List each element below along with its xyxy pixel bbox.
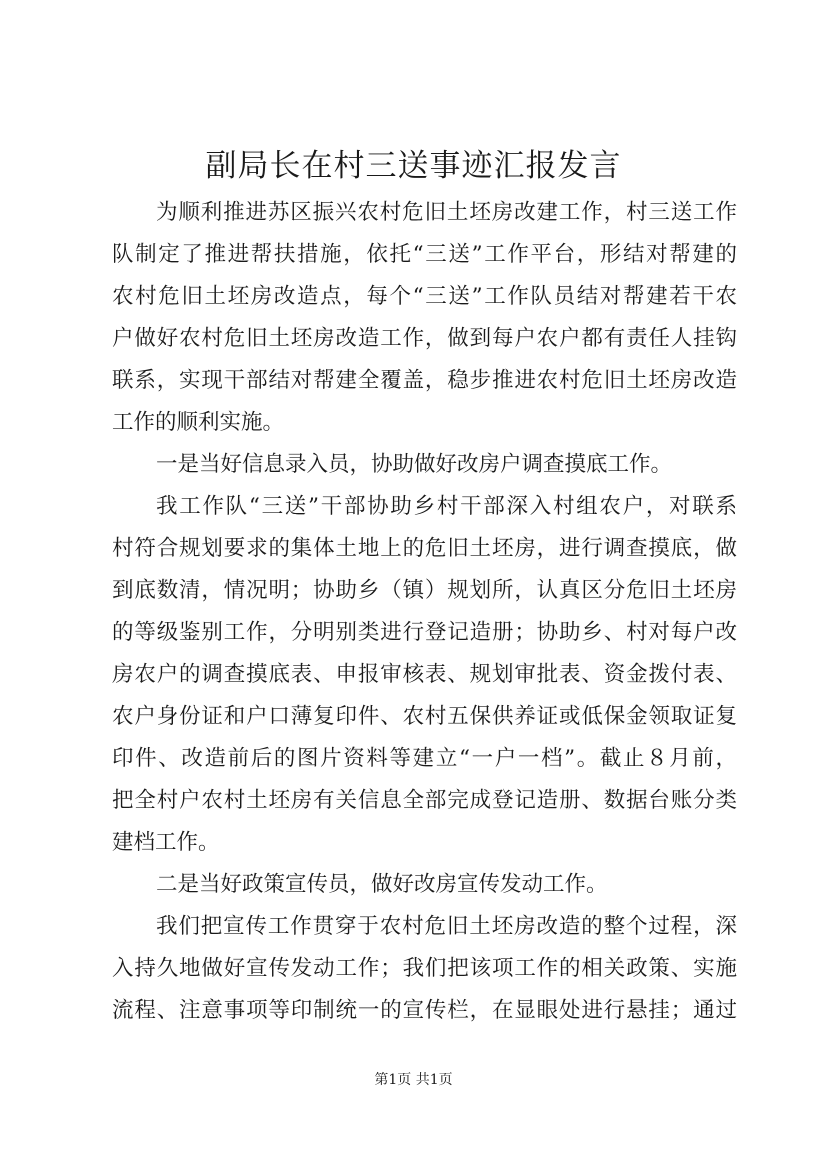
paragraph-line: 的等级鉴别工作，分明别类进行登记造册；协助乡、村对每户改 [112,620,737,645]
paragraph-line: 农户身份证和户口薄复印件、农村五保供养证或低保金领取证复 [112,704,737,729]
paragraph-line: 农村危旧土坯房改造点，每个“三送”工作队员结对帮建若干农 [112,284,737,309]
section-heading: 二是当好政策宣传员，做好改房宣传发动工作。 [156,872,608,897]
paragraph-line: 到底数清，情况明；协助乡（镇）规划所，认真区分危旧土坯房 [112,578,737,603]
paragraph-line: 我们把宣传工作贯穿于农村危旧土坯房改造的整个过程，深 [156,914,737,939]
paragraph-line: 为顺利推进苏区振兴农村危旧土坯房改建工作，村三送工作 [156,200,737,225]
paragraph-line: 我工作队“三送”干部协助乡村干部深入村组农户，对联系 [156,494,737,519]
paragraph-line: 村符合规划要求的集体土地上的危旧土坯房，进行调查摸底，做 [112,536,737,561]
page-footer: 第1页 共1页 [374,1072,453,1088]
paragraph-line: 户做好农村危旧土坯房改造工作，做到每户农户都有责任人挂钩 [112,326,737,351]
paragraph-line: 建档工作。 [112,830,220,855]
paragraph-line: 工作的顺利实施。 [112,410,285,435]
paragraph-line: 入持久地做好宣传发动工作；我们把该项工作的相关政策、实施 [112,956,737,981]
paragraph-line: 把全村户农村土坯房有关信息全部完成登记造册、数据台账分类 [112,788,737,813]
paragraph-line: 队制定了推进帮扶措施，依托“三送”工作平台，形结对帮建的 [112,242,737,267]
document-title: 副局长在村三送事迹汇报发言 [205,148,622,184]
section-heading: 一是当好信息录入员，协助做好改房户调查摸底工作。 [156,452,673,477]
paragraph-line: 房农户的调查摸底表、申报审核表、规划审批表、资金拨付表、 [112,662,737,687]
document-body [112,192,737,1032]
paragraph-line: 联系，实现干部结对帮建全覆盖，稳步推进农村危旧土坯房改造 [112,368,737,393]
paragraph-line: 印件、改造前后的图片资料等建立“一户一档”。截止８月前， [112,746,737,771]
paragraph-line: 流程、注意事项等印制统一的宣传栏，在显眼处进行悬挂；通过 [112,998,737,1023]
